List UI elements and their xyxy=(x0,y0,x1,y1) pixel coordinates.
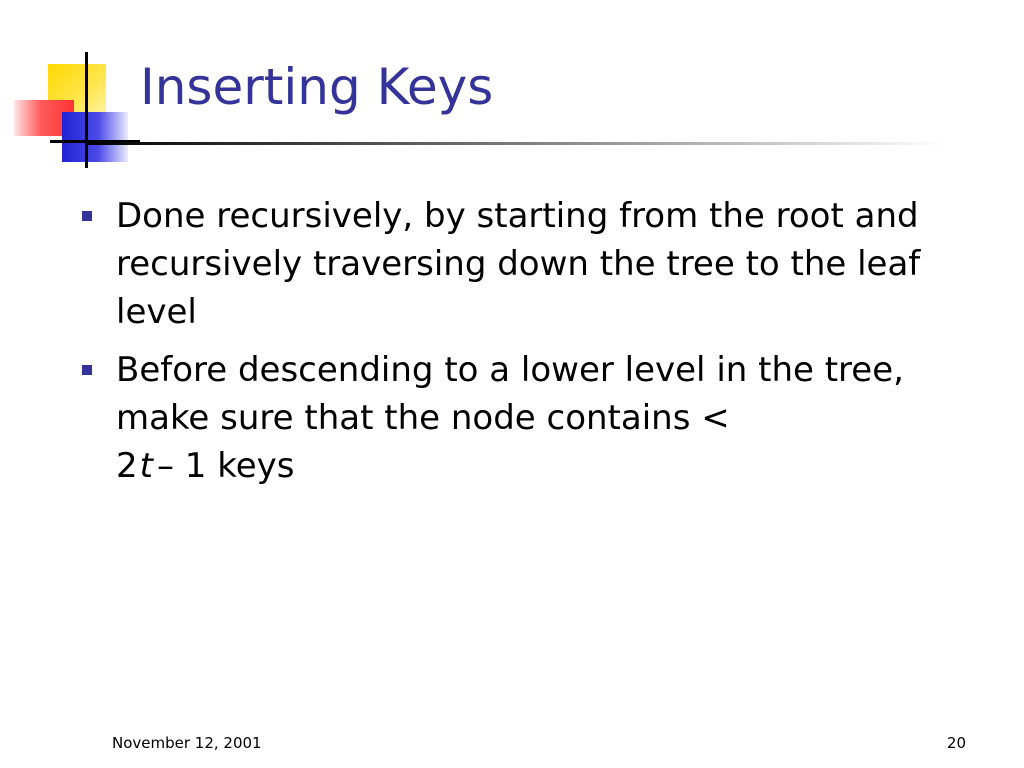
logo-vertical-line xyxy=(85,52,88,168)
square-bullet-icon xyxy=(82,211,92,221)
formula-rest: – 1 keys xyxy=(156,446,295,486)
title-underline xyxy=(88,142,948,145)
bullet-text: Done recursively, by starting from the root and recursively traversing down the tree to the leaf level xyxy=(116,196,921,332)
bullet-text: Before descending to a lower level in the tree, make sure that the node contains < xyxy=(116,350,904,438)
formula-variable: t xyxy=(139,446,153,486)
formula xyxy=(116,446,294,486)
bullet-list xyxy=(82,192,992,500)
bullet-item xyxy=(82,192,992,336)
blue-square xyxy=(62,112,128,162)
formula-coefficient: 2 xyxy=(116,446,138,486)
decorative-logo xyxy=(0,0,160,180)
footer-date: November 12, 2001 xyxy=(112,734,262,752)
slide-title: Inserting Keys xyxy=(140,58,494,116)
square-bullet-icon xyxy=(82,365,92,375)
bullet-item xyxy=(82,346,992,490)
page-number: 20 xyxy=(946,734,966,752)
